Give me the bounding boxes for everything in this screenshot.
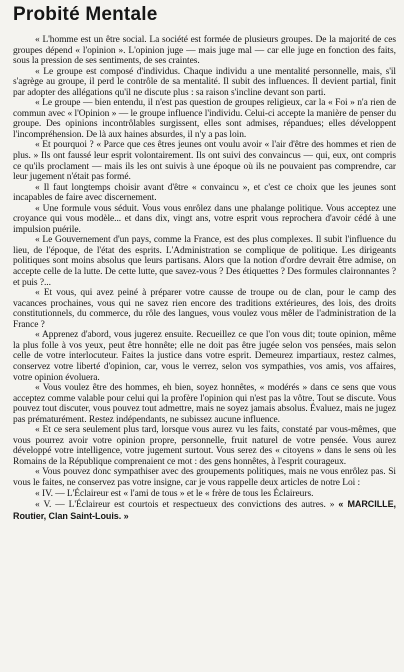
author-signature: « MARCILLE, Routier, Clan Saint-Louis. » bbox=[13, 499, 396, 521]
closing-paragraph bbox=[13, 499, 396, 522]
article-title: Probité Mentale bbox=[13, 4, 158, 25]
paragraph: « Vous pouvez donc sympathiser avec des groupements politiques, mais ne vous enrôlez pas. Si vous le faites, ne conservez pas votre insigne, car je vous rappelle deux articles de notre Loi : bbox=[13, 467, 396, 488]
paragraph: « Apprenez d'abord, vous jugerez ensuite. Recueillez ce que l'on vous dit; toute opinion, même la plus folle à vos yeux, peut être honnête; elle ne doit pas être jugée selon vos pensées, mais selon celle de votre interlocuteur. Faites la justice dans votre esprit. Demeurez impartiaux, restez calmes, conservez votre liberté d'opinion, car, vous le verrez, selon vos sympathies, vos amis, vos affaires, votre opinion évoluera. bbox=[13, 330, 396, 383]
paragraph: « Le groupe — bien entendu, il n'est pas question de groupes religieux, car la « Foi » n'a rien de commun avec « l'Opinion » — le groupe influence l'individu. Celui-ci accepte la manière de penser du groupe. Des opinions incontrôlables surgissent, elles sont admises, répandues; elles développent l'incompréhension. De là aux haines absurdes, il n'y a pas loin. bbox=[13, 98, 396, 140]
paragraph: « Vous voulez être des hommes, eh bien, soyez honnêtes, « modérés » dans ce sens que vous acceptez comme valable pour celui qui la profère l'opinion qui n'est pas la vôtre. Tout se discute. Vous pouvez tout discuter, vous pouvez tout admettre, mais ne soyez jamais absolus. Évaluez, mais ne jugez pas prématurément. Restez indépendants, ne subissez aucune influence. bbox=[13, 383, 396, 425]
paragraph: « Et ce sera seulement plus tard, lorsque vous aurez vu les faits, constaté par vous-mêmes, que vous pourrez avoir votre opinion propre, personnelle, fruit naturel de votre pensée. Vous aurez développé votre intelligence, votre jugement surtout. Vous serez des « citoyens » dans le sens où les Romains de la République comprenaient ce mot : des gens honnêtes, à l'esprit courageux. bbox=[13, 425, 396, 467]
article-body bbox=[13, 35, 396, 522]
paragraph: « IV. — L'Éclaireur est « l'ami de tous » et le « frère de tous les Éclaireurs. bbox=[35, 488, 314, 499]
paragraph: « L'homme est un être social. La société est formée de plusieurs groupes. De la majorité de ces groupes dépend « l'opinion ». L'opinion juge — mais juge mal — car elle juge en fonction des faits, sous la pression de ses sentiments, de ses craintes. bbox=[13, 35, 396, 67]
paragraph: « Il faut longtemps choisir avant d'être « convaincu », et c'est ce choix que les jeunes sont incapables de faire avec discernement. bbox=[13, 182, 396, 204]
paragraph: « Et pourquoi ? « Parce que ces êtres jeunes ont voulu avoir « l'air d'être des hommes et rien de plus. » Ils ont faussé leur esprit volontairement. Ils ont suivi des convaincus — qui, eux, ont compris ce qu'ils proclament — mais ils les ont suivis à une époque où ils ne pouvaient pas comprendre, car leur jugement n'était pas formé. bbox=[13, 140, 396, 183]
law-article-v: « V. — L'Éclaireur est courtois et respectueux des convictions des autres. » bbox=[35, 500, 335, 511]
paragraph: « Une formule vous séduit. Vous vous enrôlez dans une phalange politique. Vous acceptez une croyance qui vous modèle... et dans dix, vingt ans, votre esprit vous reprochera d'avoir cédé à une impulsion puérile. bbox=[13, 203, 396, 235]
paragraph: « Le groupe est composé d'individus. Chaque individu a une mentalité personnelle, mais, s'il s'agrège au groupe, il perd le contrôle de sa mentalité. Il subit des influences. Il devient partial, finit par adopter des allégations qu'il ne discute plus : sa raison s'incline devant son parti. bbox=[13, 66, 396, 98]
paragraph: « Et vous, qui avez peiné à préparer votre causse de troupe ou de clan, pour le camp des vacances prochaines, vous qui ne savez rien encore des traditions extérieures, des lois, des droits constitutionnels, du commerce, du rôle des langues, vous voulez vous mêler de l'administration de la France ? bbox=[13, 288, 396, 330]
paragraph: « Le Gouvernement d'un pays, comme la France, est des plus complexes. Il subit l'influence du lieu, de l'époque, de l'état des esprits. L'Administration se complique de politique. Les dirigeants politiques sont moins absolus que leurs partisans. Alors que la notion d'ordre devrait être admise, on accepte celle de la lutte. De cette lutte, que savez-vous ? Des étiquettes ? Des formules claironnantes ? et puis ?... bbox=[13, 235, 396, 288]
